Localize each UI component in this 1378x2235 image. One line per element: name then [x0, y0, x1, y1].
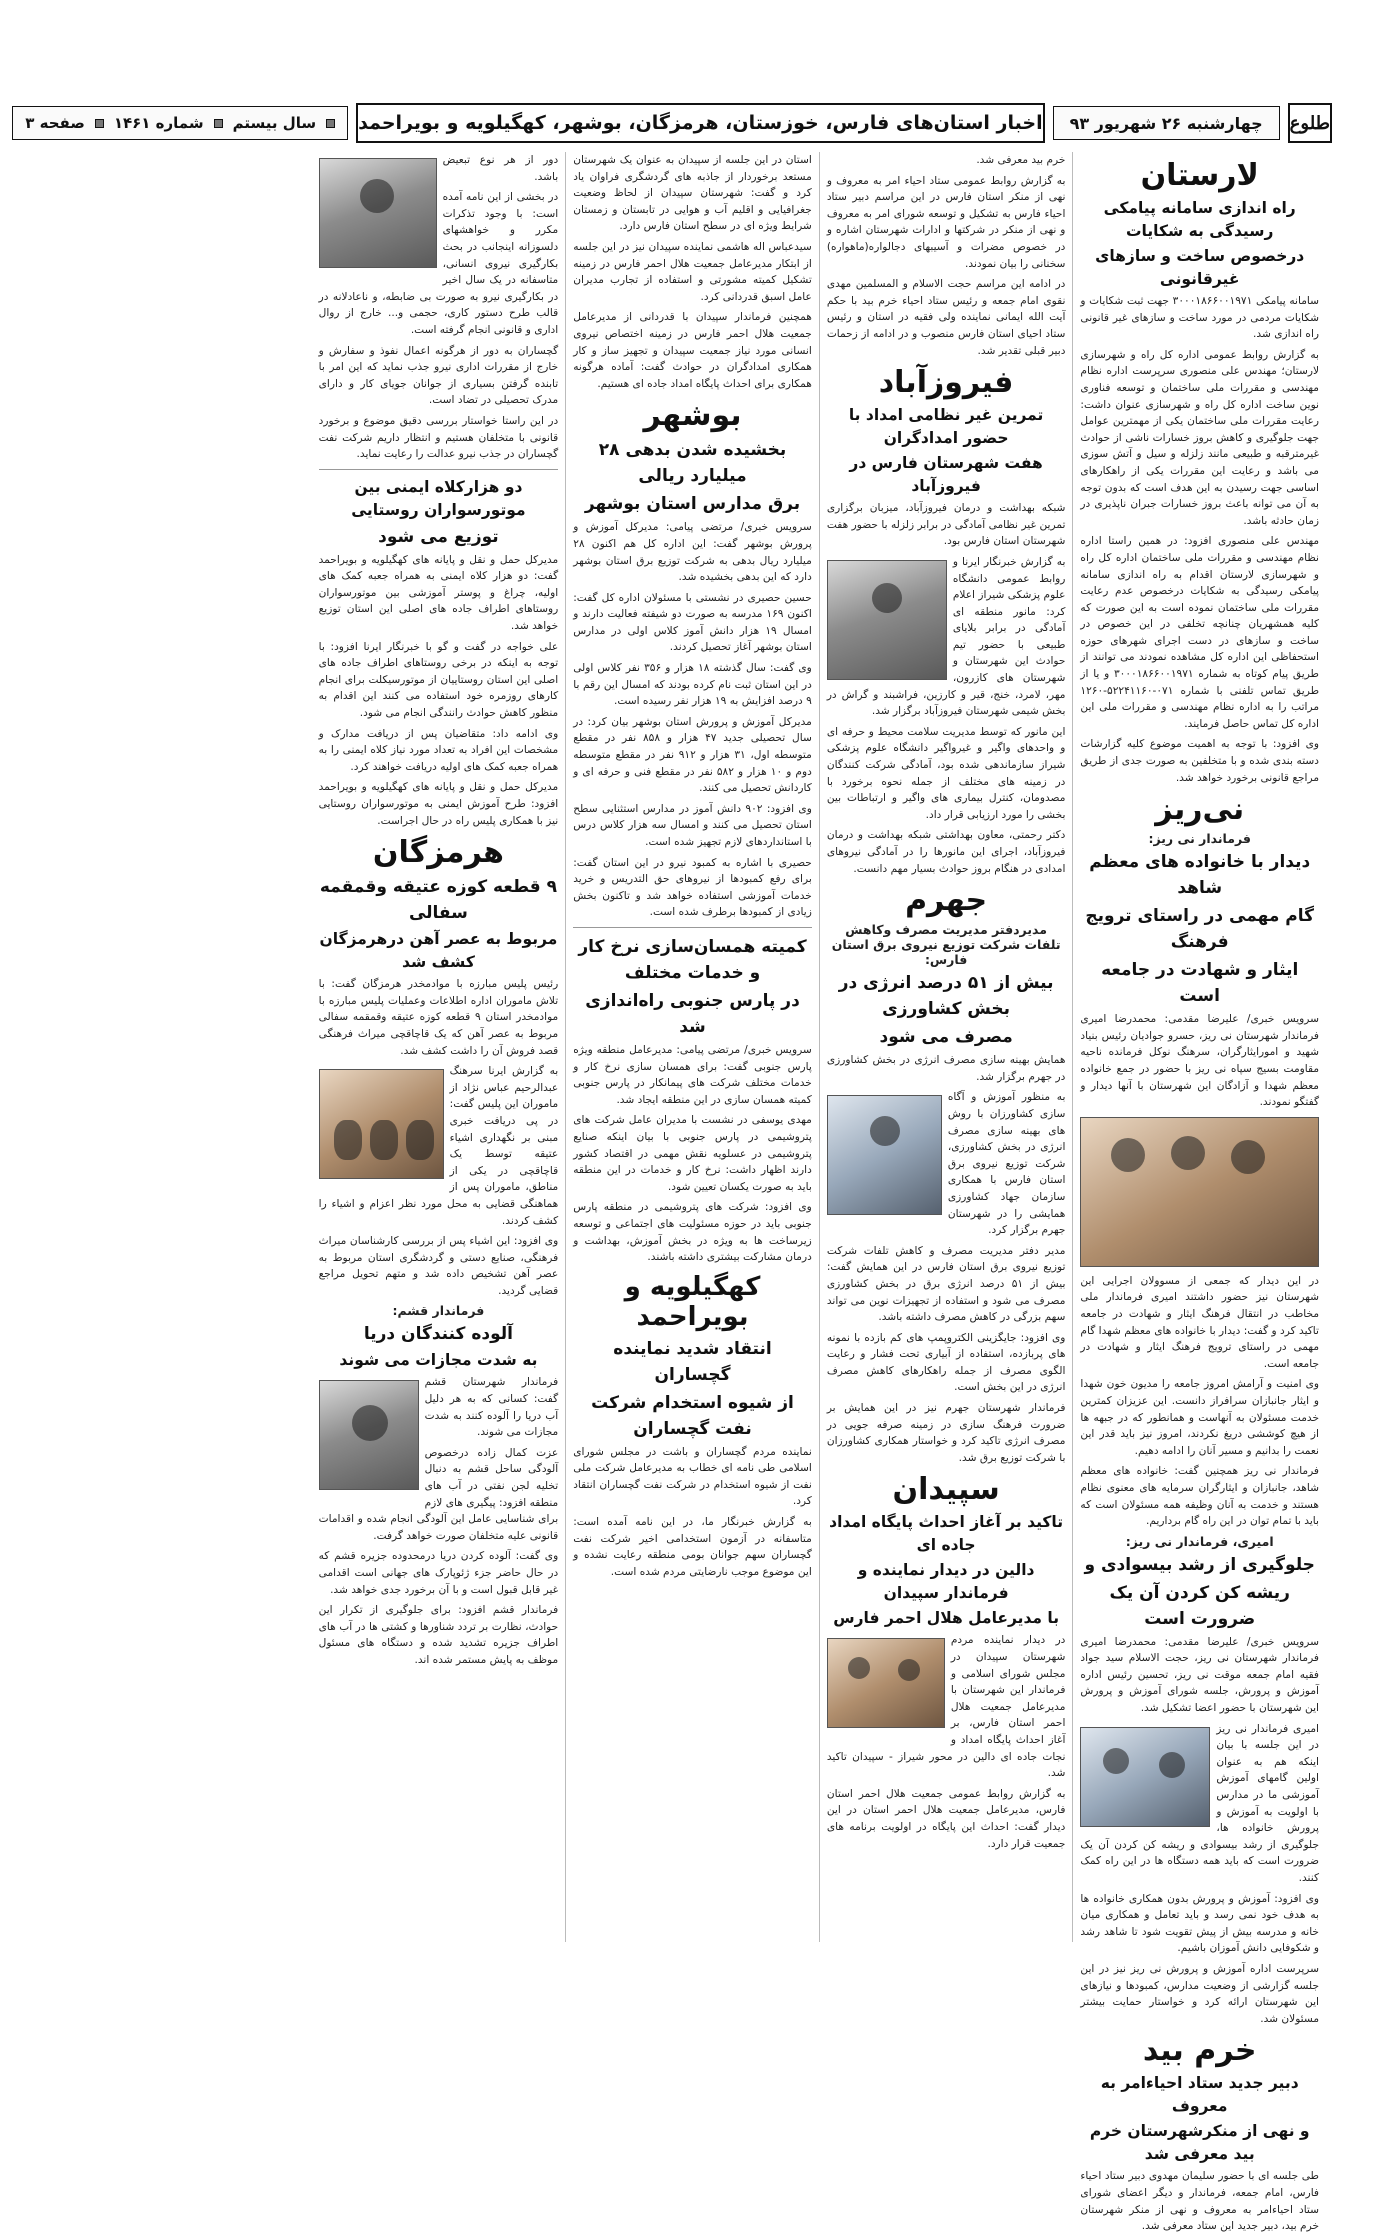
headline: کمیته همسان‌سازی نرخ کار و خدمات مختلف [578, 936, 807, 983]
article-paragraph: وی افزود: شرکت های پتروشیمی در منطقه پارس جنوبی باید در حوزه مسئولیت های اجتماعی و توسعه زیرساخت ها به ویژه در بخش آموزش، بهداشت و درمان مشارکت بیشتری داشته باشند. [573, 1201, 812, 1264]
column-2 [819, 152, 1073, 1942]
divider [573, 927, 812, 928]
article-paragraph: مهندس علی منصوری افزود: در همین راستا اداره نظام مهندسی و مقررات ملی ساختمان اداره کل راه و شهرسازی لارستان اقدام به راه اندازی سامانه پیامکی رسیدگی به شکایات درخصوص عدم رعایت مقررات ملی ساختمان نموده است به این صورت که کلیه همشهریان چنانچه تخلفی در این خصوص در ساخت و سازهای در دست اجرای شهرهای حوزه استحفاظی این اداره کل مشاهده نمودند می توانند از طریق پیام کوتاه به شماره ۳۰۰۰۱۸۶۶۰۰۱۹۷۱ و یا از طریق تماس تلفنی با شماره ۰۷۱-۵۲۲۴۱۱۶۰-۱۲۶۰ مراتب را به اداره نظام مهندسی و مقررات ملی این اداره کل تماس حاصل فرمایند. [1080, 535, 1319, 730]
article-paragraph: امیری فرماندار نی ریز در این جلسه با بیان اینکه هم به عنوان اولین گامهای آموزش آموزشی ما در مدارس با اولویت به آموزش و پرورش خانواده ها، جلوگیری از رشد بیسوادی و ریشه کن کردن آن یک ضرورت است که باید همه دستگاه ها در این راه کمک کنند. [1080, 1722, 1319, 1884]
article-paragraph: به گزارش روابط عمومی جمعیت هلال احمر استان فارس، مدیرعامل جمعیت هلال احمر استان در این دیدار گفت: احداث این پایگاه در اولویت برنامه های جمعیت قرار دارد. [826, 1787, 1066, 1850]
article-paragraph: دور از هر نوع تبعیض باشد. [442, 154, 559, 183]
article-paragraph: حصیری با اشاره به کمبود نیرو در این استان گفت: برای رفع کمبودها از نیروهای حق التدریس و خرید خدمات آموزشی استفاده خواهد شد و تاکنون بخش زیادی از کمبودها برطرف شده است. [573, 856, 812, 919]
article-paragraph: فرماندار شهرستان جهرم نیز در این همایش بر ضرورت فرهنگ سازی در زمینه صرفه جویی در مصرف انرژی تاکید کرد و خواستار همکاری کشاورزان با شرکت توزیع برق شد. [826, 1402, 1066, 1464]
headline: انتقاد شدید نماینده گچساران [613, 1338, 772, 1385]
article-paragraph: طی جلسه ای با حضور سلیمان مهدوی دبیر ستاد احیاء فارس، امام جمعه، فرماندار و دیگر اعضای شورای ستاد احیاءامر به معروف و نهی از منکر شهرستان خرم بید، دبیر جدید این ستاد معرفی شد. [1080, 2170, 1319, 2233]
article-paragraph: مدیرکل حمل و نقل و پایانه های کهگیلویه و بویراحمد افزود: طرح آموزش ایمنی به موتورسواران روستایی نیز با همکاری پلیس راه در حال اجراست. [318, 781, 559, 827]
article-paragraph: به گزارش خبرنگار ما، در این نامه آمده است: متاسفانه در آزمون استخدامی اخیر شرکت نفت گچساران سهم جوانان بومی منطقه رعایت نشده و این موضوع موجب نارضایتی مردم شده است. [573, 1516, 812, 1578]
article-paragraph: سرپرست اداره آموزش و پرورش نی ریز نیز در این جلسه گزارشی از وضعیت مدارس، کمبودها و نیازهای این شهرستان ارائه کرد و خواستار حمایت بیشتر مسئولان شد. [1080, 1962, 1319, 2025]
headline: گام مهمی در راستای ترویج فرهنگ [1085, 906, 1315, 953]
news-photo-relief-drill [827, 560, 947, 680]
article-paragraph: استان در این جلسه از سپیدان به عنوان یک شهرستان مستعد برخوردار از جاذبه های گردشگری فراوان یاد کرد و گفت: شهرستان سپیدان از لحاظ وضعیت جغرافیایی و اقلیم آب و هوایی در تابستان و زمستان شرایط ویژه ای در سطح استان فارس دارد. [573, 154, 812, 233]
headline: برق مدارس استان بوشهر [584, 494, 801, 515]
article-paragraph: در این دیدار که جمعی از مسوولان اجرایی این شهرستان نیز حضور داشتند امیری فرماندار ملی مخاطب در انتقال فرهنگ ایثار و شهادت در جامعه تاکید کرد و گفت: دیدار با خانواده های معظم شهدا گام مهمی در راستای ترویج فرهنگ ایثار و شهادت در جامعه است. [1080, 1274, 1319, 1370]
article-paragraph: حسین حصیری در نشستی با مسئولان اداره کل گفت: اکنون ۱۶۹ مدرسه به صورت دو شیفته فعالیت دارند و امسال ۱۹ هزار دانش آموز کلاس اولی در مدارس استان بوشهر آغاز تحصیل کردند. [573, 591, 812, 654]
section-banner: اخبار استان‌های فارس، خوزستان، هرمزگان، بوشهر، کهگیلویه و بویراحمد [356, 103, 1044, 143]
kicker: امیری، فرماندار نی ریز: [1125, 1533, 1274, 1549]
headline: جلوگیری از رشد بیسوادی و [1084, 1554, 1315, 1575]
article-paragraph: همایش بهینه سازی مصرف انرژی در بخش کشاورزی در جهرم برگزار شد. [826, 1054, 1066, 1083]
article-paragraph: این مانور که توسط مدیریت سلامت محیط و حرفه ای و واحدهای واگیر و غیرواگیر دانشگاه علوم پزشکی شیراز سازماندهی شده بود، آمادگی شرکت کنندگان در زمینه های مختلف از جمله نحوه برخورد با مصدومان، کنترل بیماری های واگیر و ارتباطات بین بخشی را مورد ارزیابی قرار داد. [826, 725, 1066, 821]
article-paragraph: در بخشی از این نامه آمده است: با وجود تذکرات مکرر و خواهشهای دلسوزانه اینجانب در بحث بکارگیری نیروی انسانی، متاسفانه در یک سال اخیر در بکارگیری نیرو به صورت بی ضابطه، و ناعادلانه در قالب طرح دستور کاری، حجمی و... خارج از روال اداری و قانونی انجام گرفته است. [318, 191, 559, 336]
square-bullet-icon [95, 119, 104, 128]
section-title-hormozgan: هرمزگان [372, 835, 504, 871]
page-header [25, 100, 1332, 146]
headline: دیدار با خانواده های معظم شاهد [1089, 852, 1311, 899]
column-3 [565, 152, 819, 1942]
article-paragraph: سرویس خبری/ مرتضی پیامی: مدیرعامل منطقه ویژه پارس جنوبی گفت: برای همسان سازی نرخ کار و خدمات مختلف شرکت های پیمانکار در پارس جنوبی کمیته همسان سازی در این منطقه ایجاد شد. [573, 1043, 812, 1106]
kicker: فرماندار قشم: [392, 1303, 485, 1319]
headline: آلوده کنندگان دریا [363, 1324, 513, 1345]
article-paragraph: وی افزود: آموزش و پرورش بدون همکاری خانواده ها به هدف خود نمی رسد و باید تعامل و همکاری میان خانه و مدرسه بیش از پیش تقویت شود تا شاهد رشد و شکوفایی دانش آموزان باشیم. [1080, 1892, 1319, 1955]
article-paragraph: در این راستا خواستار بررسی دقیق موضوع و برخورد قانونی با متخلفان هستیم و انتظار داریم شرکت نفت گچساران در جذب نیرو عدالت را رعایت نماید. [318, 414, 559, 461]
article-paragraph: وی گفت: سال گذشته ۱۸ هزار و ۳۵۶ نفر کلاس اولی در این استان ثبت نام کرده بودند که امسال این رقم با ۹ درصد افزایش به ۱۹ هزار نفر رسیده است. [573, 662, 812, 708]
page-columns [58, 152, 1326, 2233]
section-title-bushehr: بوشهر [643, 398, 742, 434]
headline: بخشیده شدن بدهی ۲۸ میلیارد ریالی [598, 440, 787, 487]
news-photo-martyrs-family [1080, 1117, 1319, 1267]
year-label: سال بیستم [232, 114, 317, 132]
headline: ایثار و شهادت در جامعه است [1101, 960, 1299, 1007]
headline: دالین در دیدار نماینده و فرماندار سپیدان [857, 1561, 1035, 1603]
article-paragraph: سرویس خبری/ مرتضی پیامی: مدیرکل آموزش و پرورش بوشهر گفت: این اداره کل هم اکنون ۲۸ میلیارد ریال بدهی به شرکت توزیع برق استان بوشهر دارد که این بدهی بخشیده شد. [573, 521, 812, 584]
news-photo-gachsaran-mp [319, 158, 437, 268]
article-paragraph: به گزارش ایرنا سرهنگ عبدالرحیم عباس نژاد از ماموران این پلیس گفت: در پی دریافت خبری مبنی بر نگهداری اشیاء عتیقه توسط یک قاچاقچی در یکی از مناطق، ماموران پس از هماهنگی قضایی به محل مورد نظر اعزام و اشیاء را کشف کردند. [318, 1065, 559, 1227]
newspaper-logo: طلوع [1288, 103, 1332, 143]
headline: دو هزارکلاه ایمنی بین موتورسواران روستایی [351, 477, 526, 519]
headline: مصرف می شود [879, 1027, 1013, 1048]
article-paragraph: فرماندار نی ریز همچنین گفت: خانواده های معظم شاهد، جانبازان و ایثارگران سرمایه های معنوی نظام هستند و خدمت به آنان وظیفه همه مسئولان است که باید با تمام توان در این راه گام برداریم. [1080, 1465, 1319, 1528]
section-title-neyriz: نی‌ریز [1155, 792, 1245, 828]
article-paragraph: نماینده مردم گچساران و باشت در مجلس شورای اسلامی طی نامه ای خطاب به مدیرعامل شرکت ملی نفت از شیوه استخدام در شرکت نفت گچساران انتقاد کرد. [573, 1445, 812, 1508]
article-paragraph: دکتر رحمتی، معاون بهداشتی شبکه بهداشت و درمان فیروزآباد، اجرای این مانورها را در آمادگی نیروهای امدادی در هنگام بروز حوادث بسیار مهم دانست. [826, 829, 1066, 875]
article-paragraph: وی امنیت و آرامش امروز جامعه را مدیون خون شهدا و ایثار جانبازان سرافراز دانست. این عزیزان کمترین خدمت مسئولان به آنهاست و همانطور که در جبهه ها از هیچ کوششی دریغ نکردند، امروز نیز باید قدر این نعمت را بدانیم و مسیر آنان را ادامه دهیم. [1080, 1378, 1319, 1457]
section-title-larestan: لارستان [1140, 158, 1259, 193]
column-4 [312, 152, 566, 1942]
headline: دبیر جدید ستاد احیاءامر به معروف [1100, 2074, 1299, 2116]
issue-number: شماره ۱۴۶۱ [113, 114, 204, 132]
article-paragraph: به گزارش خبرنگار ایرنا و روابط عمومی دانشگاه علوم پزشکی شیراز اعلام کرد: مانور منطقه ای آمادگی در برابر بلایای طبیعی با حضور تیم حوادث این شهرستان و شهرستان های کازرون، مهر، لامرد، خنج، قیر و کارزین، فراشبند و گراش در بخش شیمی شهرستان فیروزآباد برگزار شد. [826, 555, 1066, 718]
kicker: مدیردفتر مدیریت مصرف وکاهش تلفات شرکت توزیع نیروی برق استان فارس: [831, 922, 1061, 968]
article-paragraph: مدیر دفتر مدیریت مصرف و کاهش تلفات شرکت توزیع نیروی برق استان فارس در این همایش گفت: بیش از ۵۱ درصد انرژی برق در بخش کشاورزی مصرف می شود و استفاده از تجهیزات نوین می تواند سهم بزرگی در کاهش مصرف داشته باشد. [826, 1244, 1066, 1324]
headline: با مدیرعامل هلال احمر فارس [833, 1609, 1060, 1628]
issue-date: چهارشنبه ۲۶ شهریور ۹۳ [1053, 106, 1280, 140]
kicker: فرماندار نی ریز: [1148, 831, 1251, 847]
headline: هفت شهرستان فارس در فیروزآباد [849, 454, 1043, 496]
section-title-firuzabad: فیروزآباد [878, 365, 1014, 401]
headline: بیش از ۵۱ درصد انرژی در بخش کشاورزی [838, 973, 1054, 1020]
article-paragraph: فرماندار شهرستان قشم گفت: کسانی که به هر دلیل آب دریا را آلوده کنند به شدت مجازات می شوند. [424, 1376, 559, 1439]
article-paragraph: همچنین فرماندار سپیدان با قدردانی از مدیرعامل جمعیت هلال احمر فارس در زمینه اختصاص نیروی انسانی مورد نیاز جمعیت سپیدان و تجهیز ساز و کار همکاری امدادگران در حوادث گفت: آماده هرگونه همکاری برای احداث پایگاه امداد جاده ای هستیم. [573, 311, 812, 390]
article-paragraph: علی خواجه در گفت و گو با خبرنگار ایرنا افزود: با توجه به اینکه در برخی روستاهای اطراف جاده های اصلی این استان روستاییان از موتورسیکلت برای انجام کارهای روزمره خود استفاده می کنند این اقدام به منظور کاهش حوادث رانندگی انجام می شود. [318, 640, 559, 720]
news-photo-antique-jars [319, 1069, 444, 1179]
headline: ریشه کن کردن آن یک ضرورت است [1109, 1582, 1290, 1629]
section-title-sepidan: سپیدان [892, 1472, 1000, 1508]
headline: تمرین غیر نظامی امداد با حضور امدادگران [848, 406, 1044, 448]
article-paragraph: وی افزود: این اشیاء پس از بررسی کارشناسان میراث فرهنگی، صنایع دستی و گردشگری استان مربوط به عصر آهن تشخیص داده شد و متهم تحویل مراجع قضایی گردید. [318, 1235, 559, 1297]
headline: درخصوص ساخت و سازهای غیرقانونی [1095, 247, 1305, 288]
section-title-jahrom: جهرم [905, 883, 988, 919]
headline: ۹ قطعه کوزه عتیقه وقمقمه سفالی [319, 877, 557, 924]
article-paragraph: به گزارش روابط عمومی اداره کل راه و شهرسازی لارستان؛ مهندس علی منصوری سرپرست اداره نظام مهندسی و مقررات ملی ساختمان و توسعه فناوری نوین ساخت اداره کل راه و شهرسازی عنوان داشت: رعایت مقررات ملی ساختمان یکی از مهمترین عوامل جهت جلوگیری و کاهش بروز خسارات ناشی از حوادث غیرمترقبه و طبیعی مانند زلزله و سیل و آتش سوزی می باشد و رعایت این مقررات یکی از راهکارهای اساسی جهت رسیدن به این هدف است که بدون توجه به آن می توانه باعث بروز خسارات جبران ناپذیری در زمان حادثه باشد. [1080, 348, 1319, 527]
issue-meta [12, 106, 348, 140]
article-paragraph: سیدعباس اله هاشمی نماینده سپیدان نیز در این جلسه از ابتکار مدیرعامل جمعیت هلال احمر فارس در زمینه تشکیل کمیته مشورتی و استفاده از تجارب مدیران عامل اسبق قدردانی کرد. [573, 240, 812, 303]
headline: توزیع می شود [378, 526, 499, 547]
news-photo-sepidan-meeting [827, 1638, 945, 1728]
article-paragraph: وی افزود: جایگزینی الکتروپمپ های کم بازده با نمونه های پربازده، استفاده از آبیاری تحت فشار و رعایت الگوی مصرف از جمله راهکارهای کاهش مصرف انرژی در این بخش است. [826, 1331, 1066, 1394]
news-photo-education-council [1080, 1727, 1210, 1827]
page-number: صفحه ۳ [25, 114, 85, 132]
article-paragraph: به گزارش روابط عمومی ستاد احیاء امر به معروف و نهی از منکر استان فارس در این مراسم دبیر ستاد احیاء فارس به تشکیل و توسعه شورای امر به معروف و نهی از منکر در شرکتها و ادارات شهرستان اشاره و در خصوص مضرات و آسیبهای دجالواره(ماهواره) سخنانی را بیان نمودند. [826, 174, 1066, 270]
headline: مربوط به عصر آهن درهرمزگان کشف شد [319, 930, 558, 972]
article-paragraph: سامانه پیامکی ۳۰۰۰۱۸۶۶۰۰۱۹۷۱ جهت ثبت شکایات و شکایات مردمی در مورد ساخت و سازهای غیر قانونی راه اندازی شد. [1080, 295, 1319, 341]
headline: راه اندازی سامانه پیامکی رسیدگی به شکایات [1103, 199, 1296, 240]
article-paragraph: خرم بید معرفی شد. [976, 154, 1066, 166]
section-title-khorrambid: خرم بید [1142, 2033, 1257, 2069]
news-photo-energy-conference [827, 1095, 942, 1215]
article-paragraph: در ادامه این مراسم حجت الاسلام و المسلمین مهدی نقوی امام جمعه و رئیس ستاد احیاء خرم بید با حکم آیت الله ایمانی نماینده ولی فقیه در استان و رئیس ستاد احیای استان فارس منصوب و در ادامه از زحمات دبیر قبلی تقدیر شد. [826, 278, 1066, 357]
article-paragraph: سرویس خبری/ علیرضا مقدمی: محمدرضا امیری فرماندار شهرستان نی ریز، حسرو جوادیان رئیس بنیاد شهید و امورایثارگران، سرهنگ نوکل فرمانده ناحیه مقاومت بسیج سپاه نی ریز با حضور در جمع خانواده معظم شهدا و آزادگان این شهرستان با آنها دیدار و گفتگو نمودند. [1080, 1013, 1319, 1109]
headline: در پارس جنوبی راه‌اندازی شد [585, 990, 800, 1037]
article-paragraph: وی گفت: آلوده کردن دریا درمحدوده جزیره قشم که در حال حاضر جزء ژئوپارک های جهانی است اقدامی غیر قابل قبول است و با آن برخورد جدی خواهد شد. [318, 1550, 559, 1596]
article-paragraph: وی افزود: با توجه به اهمیت موضوع کلیه گزارشات دسته بندی شده و با متخلفین به صورت جدی از طریق مراجع قانونی برخورد خواهد شد. [1080, 738, 1319, 784]
headline: و نهی از منکرشهرستان خرم بید معرفی شد [1089, 2122, 1310, 2164]
section-title-kohgiluyeh: کهگیلویه و بویراحمد [624, 1271, 761, 1332]
article-paragraph: در دیدار نماینده مردم شهرستان سپیدان در مجلس شورای اسلامی و فرماندار این شهرستان با مدیرعامل جمعیت هلال احمر استان فارس، بر آغاز احداث پایگاه امداد و نجات جاده ای دالین در محور شیراز - سپیدان تاکید شد. [826, 1634, 1066, 1780]
headline: تاکید بر آغاز احداث پایگاه امداد جاده ای [829, 1513, 1064, 1555]
article-paragraph: مدیرکل آموزش و پرورش استان بوشهر بیان کرد: در سال تحصیلی جدید ۴۷ هزار و ۸۵۸ نفر در مقطع متوسطه اول، ۳۱ هزار و ۹۱۲ نفر در مقطع متوسطه دوم و ۱۰ هزار و ۵۸۲ نفر در مقطع فنی و حرفه ای و کاردانش تحصیل می کنند. [573, 715, 812, 795]
article-paragraph: وی ادامه داد: متقاضیان پس از دریافت مدارک و مشخصات این افراد به تعداد مورد نیاز کلاه ایمنی را به همراه جعبه کمک های اولیه دریافت خواهند کرد. [318, 727, 559, 773]
square-bullet-icon [214, 119, 223, 128]
headline: از شیوه استخدام شرکت نفت گچساران [591, 1392, 794, 1439]
article-paragraph: سرویس خبری/ علیرضا مقدمی: محمدرضا امیری فرماندار شهرستان نی ریز، حجت الاسلام سید جواد فقیه امام جمعه موقت نی ریز، تحسین رئیس اداره آموزش و پرورش، جلسه شورای آموزش و پرورش این شهرستان با حضور اعضا تشکیل شد. [1080, 1635, 1319, 1715]
article-paragraph: شبکه بهداشت و درمان فیروزآباد، میزبان برگزاری تمرین غیر نظامی آمادگی در برابر زلزله با حضور هفت شهرستان استان فارس بود. [826, 502, 1066, 548]
article-paragraph: مهدی یوسفی در نشست با مدیران عامل شرکت های پتروشیمی در پارس جنوبی با بیان اینکه صنایع پتروشیمی در عسلویه نقش مهمی در اقتصاد کشور دارند اظهار داشت: نرخ کار و خدمات در این منطقه باید به صورت یکسان تعیین شود. [573, 1114, 812, 1193]
column-1 [1072, 152, 1326, 2233]
square-bullet-icon [326, 119, 335, 128]
article-paragraph: فرماندار قشم افزود: برای جلوگیری از تکرار این حوادث، نظارت بر تردد شناورها و کشتی ها در آب های اطراف جزیره تشدید شده و دستگاه های مسئول موظف به پایش مستمر شده اند. [318, 1604, 559, 1666]
article-paragraph: مدیرکل حمل و نقل و پایانه های کهگیلویه و بویراحمد گفت: دو هزار کلاه ایمنی به همراه جعبه کمک های اولیه، چراغ و پوستر آموزشی بین موتورسواران روستاهای اطراف جاده های اصلی این استان توزیع خواهد شد. [318, 553, 559, 633]
headline: به شدت مجازات می شوند [339, 1351, 538, 1370]
article-paragraph: رئیس پلیس مبارزه با موادمخدر هرمزگان گفت: با تلاش ماموران اداره اطلاعات وعملیات پلیس مبارزه با موادمخدر استان ۹ قطعه کوزه عتیقه وقمقمه سفالی مربوط به عصر آهن که یک قاچاقچی میراث فرهنگی قصد فروش آن را داشت کشف شد. [318, 978, 559, 1057]
article-paragraph: وی افزود: ۹۰۲ دانش آموز در مدارس استثنایی سطح استان تحصیل می کنند و امسال سه هزار کلاس درس با استانداردهای لازم تجهیز شده است. [573, 802, 812, 848]
news-photo-qeshm-governor [319, 1380, 419, 1490]
article-paragraph: عزت کمال زاده درخصوص آلودگی ساحل قشم به دنبال تخلیه لجن نفتی در آب های منطقه افزود: پیگیری های لازم برای شناسایی عامل این آلودگی انجام شده و اقدامات قانونی علیه متخلفان صورت خواهد گرفت. [318, 1446, 559, 1542]
divider [319, 469, 559, 470]
article-paragraph: به منظور آموزش و آگاه سازی کشاورزان با روش های بهینه سازی مصرف انرژی در بخش کشاورزی، شرکت توزیع نیروی برق استان فارس با همکاری سازمان جهاد کشاورزی همایشی را در شهرستان جهرم برگزار کرد. [947, 1091, 1066, 1237]
article-paragraph: گچساران به دور از هرگونه اعمال نفوذ و سفارش و خارج از مقررات اداری نیرو جذب نماید که این امر با تابنده گرفتن بسیاری از جوانان جویای کار و دارای مدرک تحصیلی در تضاد است. [318, 344, 559, 407]
